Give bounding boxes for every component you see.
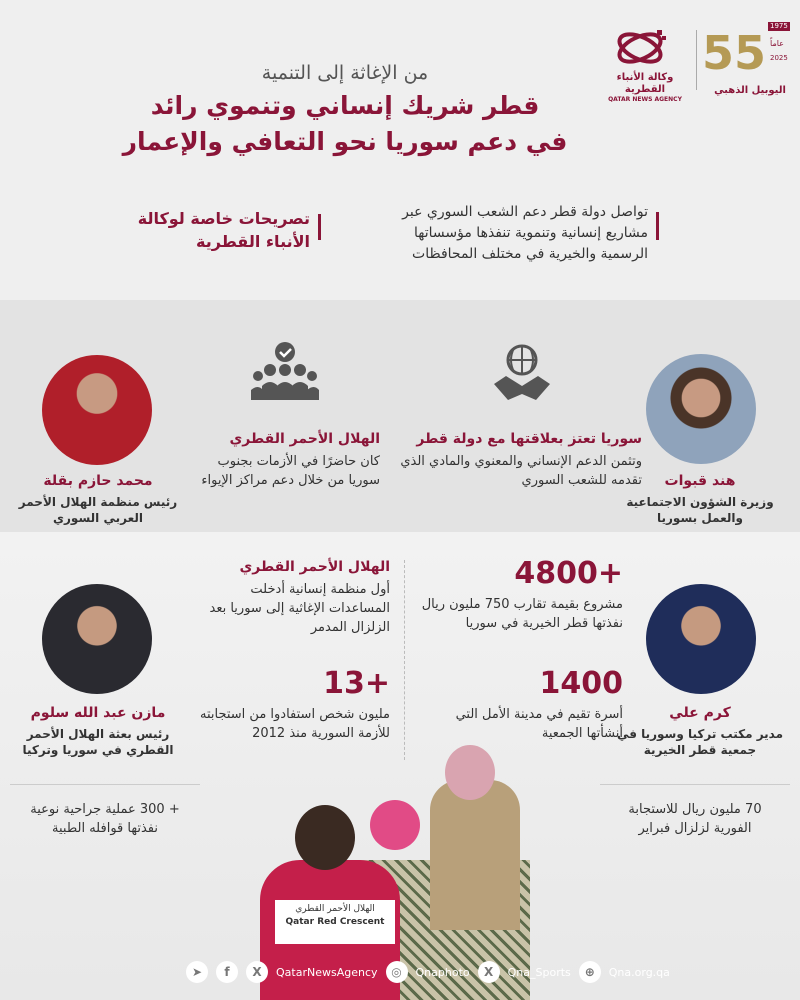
qna-english-name: QATAR NEWS AGENCY bbox=[608, 96, 682, 103]
stat-card bbox=[196, 666, 390, 743]
logo-divider bbox=[696, 30, 697, 90]
stat-text: أسرة تقيم في مدينة الأمل التي أنشأتها الجمعية bbox=[455, 707, 623, 741]
qna-arabic-name: وكالة الأنباء القطرية bbox=[616, 72, 674, 95]
photo-mazen-salloum bbox=[42, 584, 152, 694]
note-right: 70 مليون ريال للاستجابة الفورية لزلزال فبراير bbox=[628, 802, 762, 836]
jubilee-number: 55 bbox=[702, 26, 767, 80]
photo-karam-ali bbox=[646, 584, 756, 694]
stats-divider bbox=[404, 560, 405, 760]
person-role: رئيس منظمة الهلال الأحمر العربي السوري bbox=[18, 495, 178, 525]
person-role: مدير مكتب تركيا وسوريا في جمعية قطر الخيرية bbox=[616, 727, 784, 757]
social-sports-handle[interactable]: Qna_Sports bbox=[507, 965, 571, 979]
person-name: مازن عبد الله سلوم bbox=[30, 705, 166, 721]
photo-hind-kabawat bbox=[646, 354, 756, 464]
jubilee-logo bbox=[702, 22, 798, 100]
facebook-icon[interactable]: f bbox=[216, 961, 238, 983]
quote-text: كان حاضرًا في الأزمات بجنوب سوريا من خلال دعم مراكز الإيواء bbox=[201, 454, 380, 488]
handshake-globe-icon bbox=[490, 342, 554, 406]
jubilee-label: اليوبيل الذهبي bbox=[714, 85, 786, 96]
person-name: محمد حازم بقلة bbox=[43, 473, 153, 489]
stat-text: مليون شخص استفادوا من استجابته للأزمة السورية منذ 2012 bbox=[200, 707, 390, 741]
photo-mohammad-hazem-baqleh bbox=[42, 355, 152, 465]
stat-value: 13+ bbox=[323, 666, 390, 701]
person-name: هند قبوات bbox=[664, 473, 736, 489]
x-icon[interactable]: X bbox=[246, 961, 268, 983]
intro-text: تواصل دولة قطر دعم الشعب السوري عبر مشاريع إنسانية وتنموية تنفذها مؤسساتها الرسمية والخيرية في مختلف المحافظات bbox=[402, 204, 648, 262]
vest-arabic: الهلال الأحمر القطري bbox=[295, 904, 375, 914]
social-photo-handle[interactable]: Qnaphoto bbox=[415, 965, 470, 979]
person-role: وزيرة الشؤون الاجتماعية والعمل بسوريا bbox=[626, 495, 774, 525]
stat-value: 4800+ bbox=[514, 556, 623, 591]
note-left: + 300 عملية جراحية نوعية نفذتها قوافله الطبية bbox=[30, 802, 180, 836]
jubilee-year-start: 1975 bbox=[770, 22, 788, 30]
social-bar bbox=[186, 961, 670, 983]
website-link[interactable]: Qna.org.qa bbox=[608, 965, 670, 979]
stat-title: الهلال الأحمر القطري bbox=[239, 559, 390, 575]
jubilee-word: عاماً bbox=[770, 39, 784, 48]
stat-card bbox=[196, 558, 390, 637]
quote-card bbox=[188, 430, 380, 490]
person-card bbox=[8, 704, 188, 758]
note-divider bbox=[600, 784, 790, 785]
quote-text: وتثمن الدعم الإنساني والمعنوي والمادي الذي تقدمه للشعب السوري bbox=[400, 454, 642, 488]
subtitle: من الإغاثة إلى التنمية bbox=[261, 62, 429, 84]
qna-logo bbox=[600, 26, 690, 103]
qna-emblem-icon bbox=[600, 26, 690, 68]
quote-title: الهلال الأحمر القطري bbox=[229, 431, 380, 447]
header bbox=[100, 60, 590, 158]
person-role: رئيس بعثة الهلال الأحمر القطري في سوريا وتركيا bbox=[22, 727, 174, 757]
stat-card bbox=[418, 556, 623, 633]
stat-text: مشروع بقيمة تقارب 750 مليون ريال نفذتها قطر الخيرية في سوريا bbox=[421, 597, 623, 631]
quote-card bbox=[392, 430, 642, 490]
person-card bbox=[8, 472, 188, 526]
special-statements-label: تصريحات خاصة لوكالة الأنباء القطرية bbox=[137, 209, 310, 251]
globe-icon[interactable]: ⊕ bbox=[579, 961, 601, 983]
vest-english: Qatar Red Crescent bbox=[285, 917, 385, 927]
intro-accent-bar bbox=[656, 212, 659, 240]
social-agency-handle[interactable]: QatarNewsAgency bbox=[276, 965, 378, 979]
title-line-1: قطر شريك إنساني وتنموي رائد bbox=[150, 91, 540, 120]
x-sports-icon[interactable]: X bbox=[478, 961, 500, 983]
jubilee-year-end: 2025 bbox=[770, 54, 788, 62]
stat-text: أول منظمة إنسانية أدخلت المساعدات الإغاثية إلى سوريا بعد الزلزال المدمر bbox=[209, 582, 390, 635]
group-check-icon bbox=[250, 340, 320, 404]
title-line-2: في دعم سوريا نحو التعافي والإعمار bbox=[122, 127, 568, 156]
vest-badge bbox=[275, 900, 395, 944]
quote-title: سوريا تعتز بعلاقتها مع دولة قطر bbox=[416, 431, 642, 447]
person-name: كرم علي bbox=[669, 705, 731, 721]
stat-card bbox=[418, 666, 623, 743]
instagram-icon[interactable]: ◎ bbox=[386, 961, 408, 983]
stat-value: 1400 bbox=[539, 666, 623, 701]
person-card bbox=[610, 704, 790, 758]
note-divider bbox=[10, 784, 200, 785]
telegram-icon[interactable]: ➤ bbox=[186, 961, 208, 983]
special-accent-bar bbox=[318, 214, 321, 240]
